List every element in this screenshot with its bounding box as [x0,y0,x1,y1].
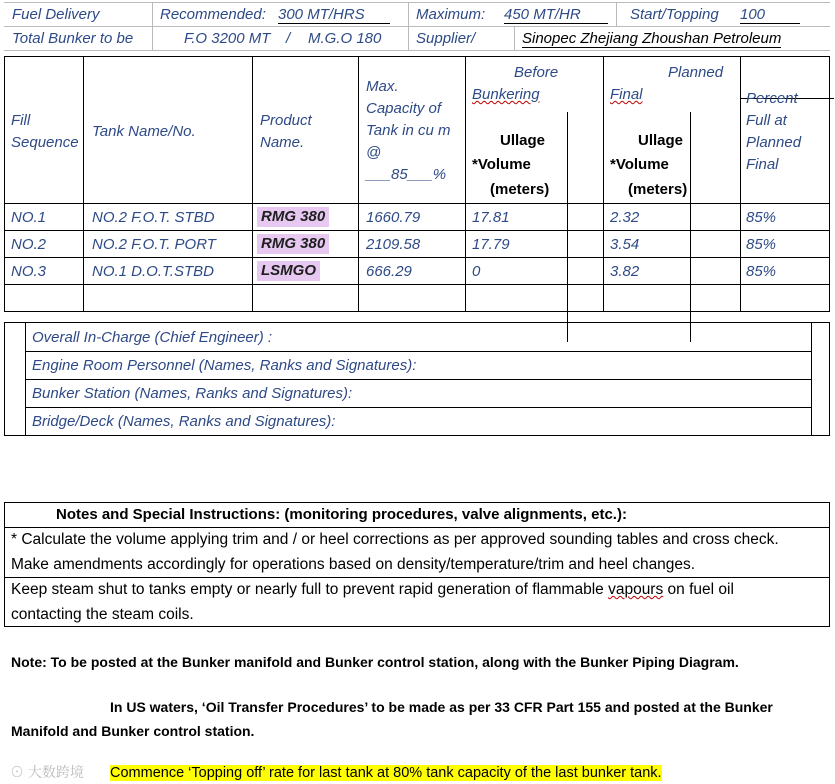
header-volume-before: *Volume [472,156,531,173]
notes-line3: Keep steam shut to tanks empty or nearly full to prevent rapid generation of flammable vapours on fuel oil [11,581,734,598]
supplier-label: Supplier/ [416,30,476,47]
bridge-deck-label: Bridge/Deck (Names, Ranks and Signatures): [32,413,336,430]
row2-product: RMG 380 [257,234,329,254]
watermark: ⊙ 大数跨境 [10,764,84,780]
watermark-logo-icon: ⊙ [10,764,24,780]
header-tank-name: Tank Name/No. [92,123,196,140]
maximum-value: 450 MT/HR [504,6,608,24]
row1-product: RMG 380 [257,207,329,227]
row1-final: 2.32 [610,209,640,226]
header-percent-full: Percent Full at Planned Final [746,90,802,173]
row3-final: 3.82 [610,263,640,280]
header-ullage-before: Ullage [500,132,546,149]
row3-percent: 85% [746,263,777,280]
row1-seq: NO.1 [11,209,47,226]
bunker-station-label: Bunker Station (Names, Ranks and Signatures): [32,385,353,402]
overall-in-charge-label: Overall In-Charge (Chief Engineer) : [32,329,273,346]
row3-tank: NO.1 D.O.T.STBD [92,263,214,280]
header-meters-final: (meters) [628,181,688,198]
row3-seq: NO.3 [11,263,47,280]
row1-tank: NO.2 F.O.T. STBD [92,209,215,226]
header-bunkering: Bunkering [472,86,540,103]
fo-quantity: F.O 3200 MT [184,30,271,47]
notes-line2: Make amendments accordingly for operations based on density/temperature/trim and heel changes. [11,556,696,573]
footer-us-waters-line1: In US waters, ‘Oil Transfer Procedures’ to be made as per 33 CFR Part 155 and posted at the Bunker [110,699,773,715]
header-fill-sequence: Fill Sequence [11,112,79,151]
recommended-label: Recommended: [160,6,266,23]
engine-room-personnel-label: Engine Room Personnel (Names, Ranks and Signatures): [32,357,417,374]
maximum-label: Maximum: [416,6,486,23]
header-planned: Planned [668,64,724,81]
header-max-capacity: Max. Capacity of Tank in cu m @ ___85___% [366,78,451,183]
header-product-name: Product Name. [260,112,312,151]
header-meters-before: (meters) [490,181,550,198]
total-bunker-label: Total Bunker to be [12,30,134,47]
row3-product: LSMGO [257,261,320,281]
notes-line1: * Calculate the volume applying trim and / or heel corrections as per approved sounding tables and cross check. [11,531,779,548]
header-ullage-final: Ullage [638,132,684,149]
row3-before: 0 [472,263,481,280]
row2-capacity: 2109.58 [366,236,421,253]
row1-before: 17.81 [472,209,510,226]
mgo-quantity: M.G.O 180 [308,30,382,47]
recommended-value: 300 MT/HRS [278,6,390,24]
supplier-value: Sinopec Zhejiang Zhoushan Petroleum [522,30,782,47]
header-volume-final: *Volume [610,156,669,173]
footer-topping-off: Commence ‘Topping off’ rate for last tank at 80% tank capacity of the last bunker tank. [110,765,662,781]
slash-separator: / [286,30,291,47]
notes-title: Notes and Special Instructions: (monitoring procedures, valve alignments, etc.): [56,506,627,523]
row2-seq: NO.2 [11,236,47,253]
row3-capacity: 666.29 [366,263,412,280]
row2-final: 3.54 [610,236,640,253]
header-before: Before [514,64,559,81]
footer-us-waters-line2: Manifold and Bunker control station. [11,723,255,739]
row2-percent: 85% [746,236,777,253]
fuel-delivery-label: Fuel Delivery [12,6,100,23]
start-topping-value: 100 [740,6,800,24]
row1-percent: 85% [746,209,777,226]
row2-before: 17.79 [472,236,510,253]
row1-capacity: 1660.79 [366,209,421,226]
footer-note: Note: To be posted at the Bunker manifold and Bunker control station, along with the Bunker Piping Diagram. [11,654,739,670]
notes-line4: contacting the steam coils. [11,606,194,623]
header-final: Final [610,86,643,103]
row2-tank: NO.2 F.O.T. PORT [92,236,216,253]
start-topping-label: Start/Topping [630,6,719,23]
